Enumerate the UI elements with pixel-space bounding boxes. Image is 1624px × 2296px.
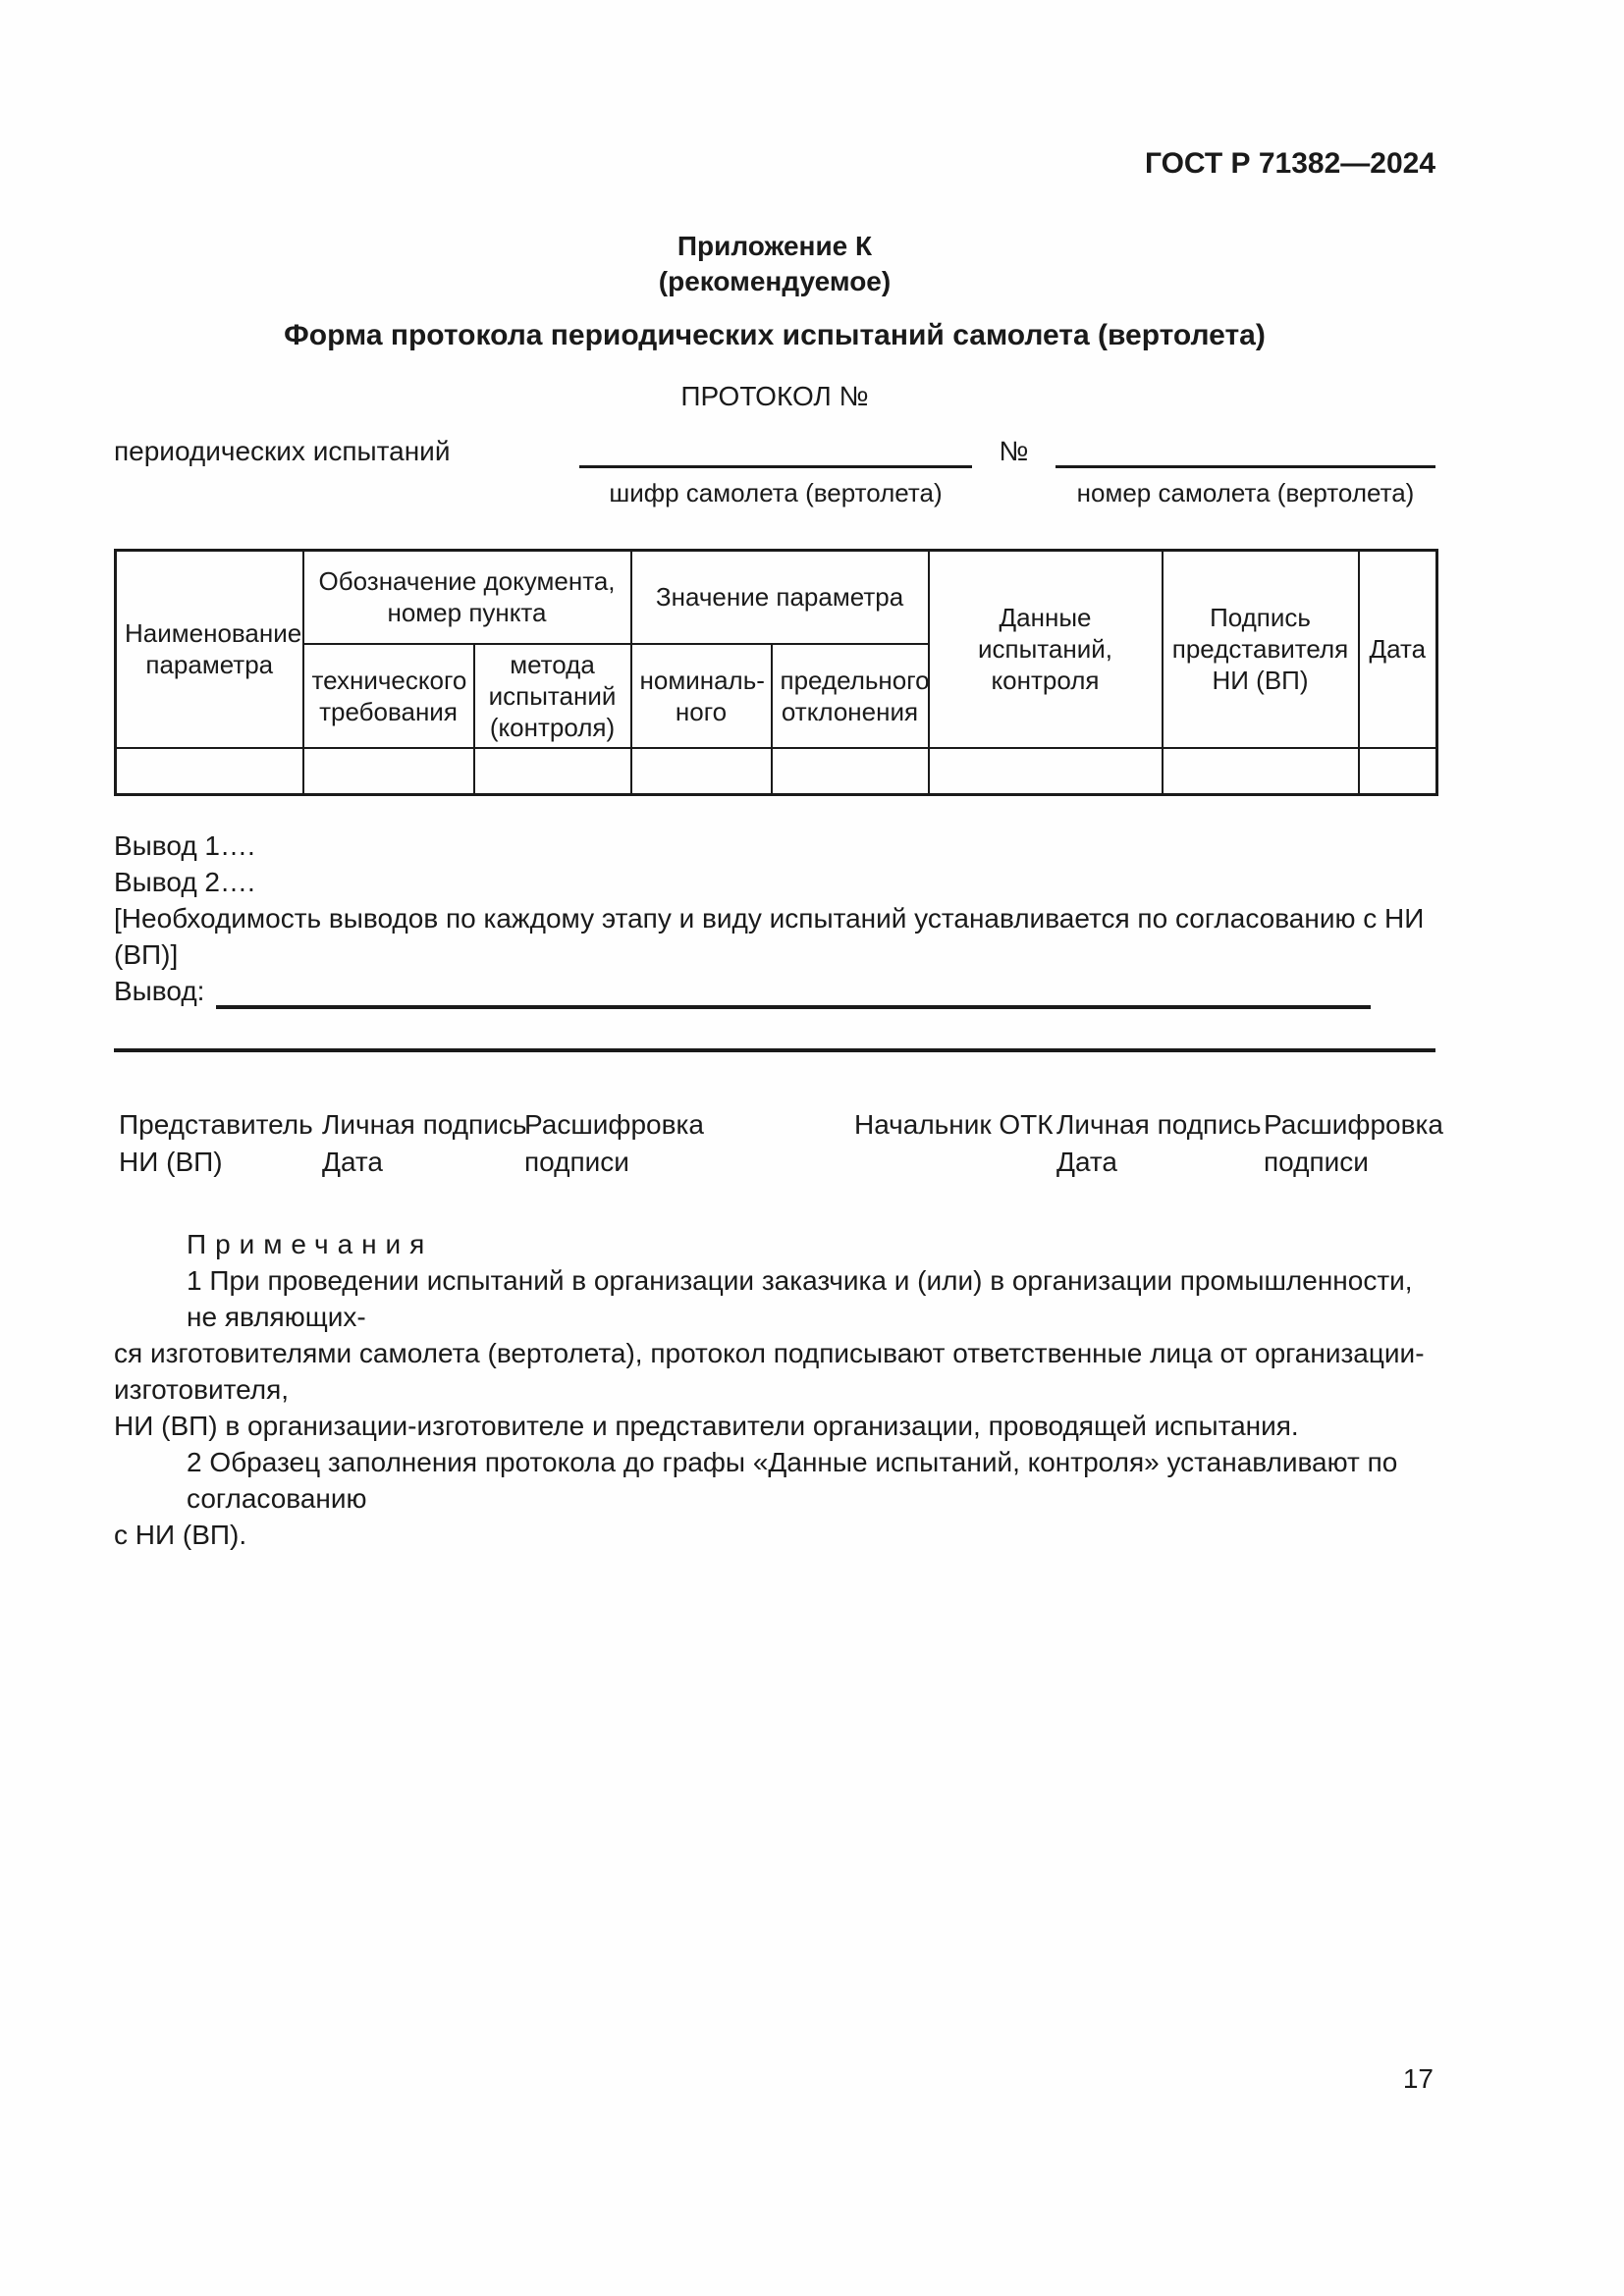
conclusion-bracket-note: [Необходимость выводов по каждому этапу и виду испытаний устанавливается по согласованию с НИ (ВП)] <box>114 903 1425 970</box>
col-subheader-test-method: метода испытаний (контроля) <box>474 644 631 748</box>
empty-cell <box>1359 748 1437 795</box>
protocol-table <box>114 549 1438 796</box>
number-sign: № <box>999 436 1029 466</box>
representative-role-line1: Представитель <box>119 1109 313 1140</box>
representative-decode-caption <box>524 1106 704 1181</box>
otk-chief-role-line1: Начальник ОТК <box>854 1109 1054 1140</box>
decode-label-line2: подписи <box>524 1147 629 1177</box>
empty-cell <box>1163 748 1359 795</box>
col-subheader-nominal: номиналь-ного <box>631 644 772 748</box>
conclusion-item-2: Вывод 2…. <box>114 867 255 897</box>
col-group-document-designation: Обозначение документа, номер пункта <box>303 551 631 644</box>
conclusions-block <box>114 828 1435 1052</box>
col-header-parameter-name: Наименование параметра <box>116 551 303 748</box>
form-title: Форма протокола периодических испытаний самолета (вертолета) <box>284 319 1266 351</box>
note2-line1: 2 Образец заполнения протокола до графы «Данные испытаний, контроля» устанавливают по согласованию <box>187 1447 1398 1514</box>
aircraft-code-caption: шифр самолета (вертолета) <box>609 478 943 507</box>
date-label: Дата <box>322 1147 384 1177</box>
table-empty-row <box>116 748 1437 795</box>
notes-block <box>114 1226 1435 1553</box>
personal-signature-label: Личная подпись <box>1056 1109 1262 1140</box>
col-subheader-technical-requirement: технического требования <box>303 644 474 748</box>
conclusion-final-line <box>114 973 1435 1009</box>
representative-signature-caption <box>322 1106 526 1181</box>
conclusion-item-1: Вывод 1…. <box>114 830 255 861</box>
personal-signature-label: Личная подпись <box>322 1109 527 1140</box>
conclusion-continuation-blank <box>114 1048 1435 1052</box>
caption-spacer <box>114 478 579 508</box>
caption-spacer <box>972 478 1056 508</box>
otk-signature-caption <box>1056 1106 1261 1181</box>
representative-role-line2: НИ (ВП) <box>119 1147 223 1177</box>
empty-cell <box>631 748 772 795</box>
protocol-fill-line <box>114 435 1435 468</box>
empty-cell <box>772 748 929 795</box>
conclusion-final-label: Вывод: <box>114 976 205 1006</box>
representative-role <box>119 1106 313 1181</box>
note1-line1: 1 При проведении испытаний в организации заказчика и (или) в организации промышленности, не являющих- <box>187 1265 1413 1332</box>
page-content <box>0 145 1624 1553</box>
empty-cell <box>116 748 303 795</box>
col-header-representative-signature: Подпись представителя НИ (ВП) <box>1163 551 1359 748</box>
decode-label-line1: Расшифровка <box>524 1109 704 1140</box>
appendix-kind: (рекомендуемое) <box>658 266 892 296</box>
decode-label-line2: подписи <box>1264 1147 1369 1177</box>
col-header-date: Дата <box>1359 551 1437 748</box>
col-header-test-data: Данные испытаний, контроля <box>929 551 1163 748</box>
note1-line3: НИ (ВП) в организации-изготовителе и представители организации, проводящей испытания. <box>114 1411 1299 1441</box>
aircraft-code-blank <box>579 435 972 468</box>
page-number: 17 <box>1402 2063 1434 2094</box>
signatures-block <box>114 1106 1443 1185</box>
blank-captions-row <box>114 478 1435 508</box>
note2-line2: с НИ (ВП). <box>114 1520 247 1550</box>
date-label: Дата <box>1056 1147 1118 1177</box>
note1-line2: ся изготовителями самолета (вертолета), протокол подписывают ответственные лица от организации-изготовителя, <box>114 1338 1425 1405</box>
protocol-line-label: периодических испытаний <box>114 436 451 466</box>
aircraft-number-blank <box>1056 435 1435 468</box>
otk-decode-caption <box>1264 1106 1443 1181</box>
empty-cell <box>929 748 1163 795</box>
otk-chief-role <box>854 1106 1054 1144</box>
conclusion-blank <box>216 979 1371 1009</box>
empty-cell <box>474 748 631 795</box>
decode-label-line1: Расшифровка <box>1264 1109 1443 1140</box>
col-subheader-limit-deviation: предельного отклонения <box>772 644 929 748</box>
col-group-parameter-value: Значение параметра <box>631 551 929 644</box>
standard-reference: ГОСТ Р 71382—2024 <box>1144 147 1435 180</box>
protocol-heading: ПРОТОКОЛ № <box>680 381 869 411</box>
appendix-label: Приложение К <box>677 231 873 261</box>
aircraft-number-caption: номер самолета (вертолета) <box>1076 478 1415 507</box>
notes-heading: Примечания <box>187 1229 434 1259</box>
empty-cell <box>303 748 474 795</box>
